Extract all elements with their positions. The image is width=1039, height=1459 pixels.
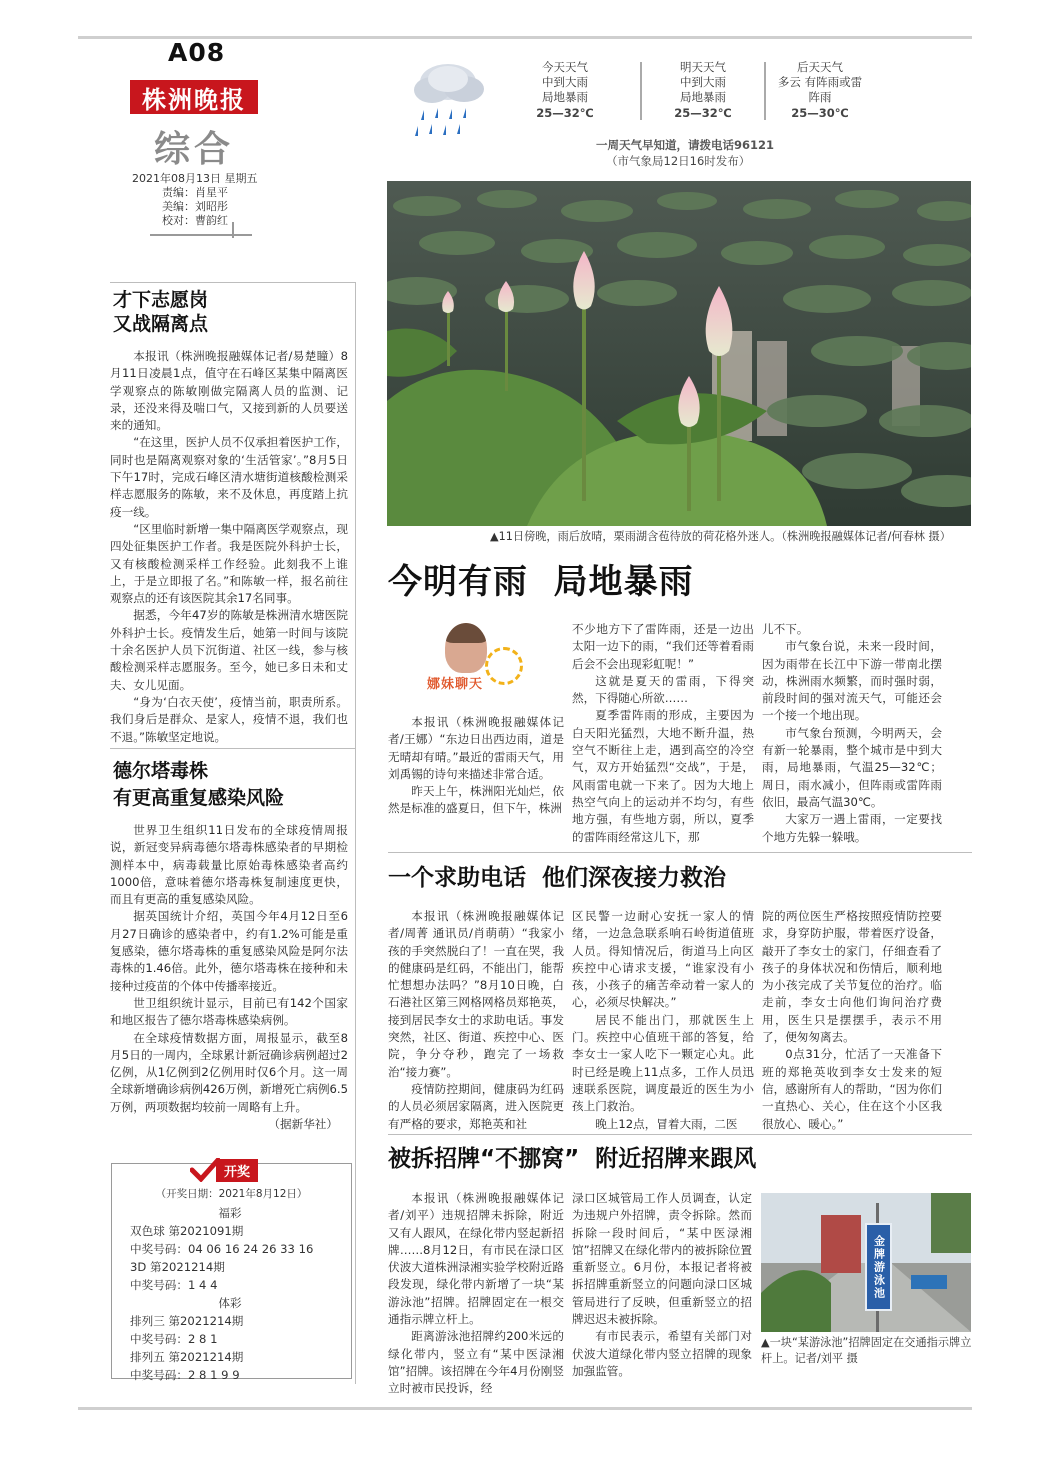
- rain-cloud-icon: [402, 52, 494, 144]
- article5-paragraph: 有市民表示，希望有关部门对伏波大道绿化带内竖立招牌的现象加强监管。: [572, 1329, 752, 1378]
- article3-paragraph: 不少地方下了雷阵雨，还是一边出太阳一边下的雨，“我们还等着看雨后会不会出现彩虹呢！”: [572, 622, 754, 671]
- article1-paragraph: “在这里，医护人员不仅承担着医护工作，同时也是隔离观察对象的‘生活管家’。”8月5日下午17时，完成石峰区清水塘街道核酸检测采样志愿服务的陈敏，来不及休息，再度踏上抗疫一线。: [110, 435, 348, 519]
- article5-paragraph: 本报讯（株洲晚报融媒体记者/刘平）违规招牌未拆除，附近又有人跟风，在绿化带内竖起新招牌……8月12日，有市民在渌口区伏波大道株洲渌湘实验学校附近路段发现，绿化带内新增了一块“某游泳池”招牌。招牌固定在一根交通指示牌立杆上。: [388, 1191, 564, 1327]
- lottery-line: 中奖号码：04 06 16 24 26 33 16: [130, 1242, 314, 1256]
- weather-day-after: [760, 60, 880, 121]
- masthead-rule: [150, 234, 252, 236]
- issue-date: 2021年08月13日 星期五: [132, 172, 258, 185]
- bottom-rule: [78, 1407, 972, 1410]
- lottery-line: 双色球 第2021091期: [130, 1224, 244, 1238]
- header-meta: [132, 172, 272, 228]
- proofreader-credit: 校对：曹韵红: [162, 214, 228, 227]
- weather-today-line2: 局地暴雨: [542, 90, 588, 104]
- article2-paragraph: 世卫组织统计显示，目前已有142个国家和地区报告了德尔塔毒株感染病例。: [110, 995, 348, 1028]
- article2-body: [110, 822, 348, 1133]
- article5-col2: [572, 1190, 752, 1380]
- article2-paragraph: 在全球疫情数据方面，周报显示，截至8月5日的一周内，全球累计新冠确诊病例超过2亿例，从1亿例到2亿例用时仅6个月。这一周全球新增确诊病例426万例，新增死亡病例6.5万例，两项数据均较前一周略有上升。: [110, 1030, 348, 1114]
- weather-tomorrow-line1: 中到大雨: [680, 75, 726, 89]
- paper-logo-text: 株洲晚报: [142, 84, 246, 114]
- lottery-line: 中奖号码：1 4 4: [130, 1278, 218, 1292]
- article3-paragraph: 儿不下。: [762, 622, 809, 636]
- editor-credit: 责编：肖星平: [162, 186, 228, 199]
- article4-paragraph: 0点31分，忙活了一天准备下班的郑艳英收到李女士发来的短信，感谢所有人的帮助，“因为你们一直热心、关心，住在这个小区我很放心、暖心。”: [762, 1047, 942, 1131]
- article4-col1: [388, 908, 564, 1133]
- article3-paragraph: 这就是夏天的雷雨，下得突然，下得随心所欲……: [572, 673, 754, 706]
- lottery-line: 排列三 第2021214期: [130, 1314, 244, 1328]
- article2-title-line1: 德尔塔毒株: [113, 760, 209, 782]
- lottery-list: [130, 1204, 350, 1384]
- section-title: 综合: [154, 128, 235, 170]
- article3-col2: [572, 621, 754, 846]
- column-logo: [423, 623, 523, 705]
- weather-day-after-temp: 25—30℃: [791, 106, 849, 120]
- lottery-line: 3D 第2021214期: [130, 1260, 225, 1274]
- weather-today: [510, 60, 620, 121]
- article5-col1: [388, 1190, 564, 1398]
- left-column-rule-top: [110, 282, 355, 283]
- article3-col1: [388, 714, 564, 818]
- left-column-rule-right: [355, 282, 356, 1384]
- lottery-title: 开奖: [216, 1159, 258, 1182]
- lottery-date: （开奖日期：2021年8月12日）: [155, 1188, 308, 1200]
- weather-today-temp: 25—32℃: [536, 106, 594, 120]
- weather-tomorrow: [648, 60, 758, 121]
- lottery-line: 中奖号码：2 8 1: [130, 1332, 218, 1346]
- masthead-rule-short: [232, 222, 234, 238]
- weather-day-after-line2: 阵雨: [808, 90, 832, 104]
- article4-title: 一个求助电话 他们深夜接力救治: [388, 865, 727, 891]
- article1-paragraph: 本报讯（株洲晚报融媒体记者/易楚瞳）8月11日凌晨1点，值守在石峰区某集中隔离医学观察点的陈敏刚做完隔离人员的监测、记录，还没来得及喘口气，又接到新的人员要送来的通知。: [110, 349, 348, 433]
- column-logo-text: 娜妹聊天: [427, 677, 484, 692]
- weather-tomorrow-label: 明天天气: [680, 60, 726, 74]
- lottery-line: 排列五 第2021214期: [130, 1350, 244, 1364]
- article4-paragraph: 区民警一边耐心安抚一家人的情绪，一边急急联系响石岭街道值班人员。得知情况后，街道马上向区疾控中心请求支援，“谁家没有小孩，小孩子的痛苦牵动着一家人的心，必须尽快解决。”: [572, 909, 754, 1010]
- weather-source: （市气象局12日16时发布）: [606, 154, 751, 168]
- weather-tomorrow-line2: 局地暴雨: [680, 90, 726, 104]
- section-rule-2: [388, 1134, 972, 1135]
- columnist-avatar: [445, 623, 487, 673]
- article1-title: [113, 288, 208, 336]
- article5-title: 被拆招牌“不挪窝” 附近招牌来跟风: [388, 1146, 757, 1172]
- weather-day-after-line1: 多云 有阵雨或雷: [777, 75, 863, 89]
- article2-source: （据新华社）: [268, 1117, 338, 1132]
- weather-today-line1: 中到大雨: [542, 75, 588, 89]
- article4-paragraph: 院的两位医生严格按照疫情防控要求，身穿防护服，带着医疗设备，敲开了李女士的家门，仔细查看了孩子的身体状况和伤情后，顺利地为小孩完成了关节复位的治疗。临走前，李女士向他们询问治疗费用，医生只是摆摆手，表示不用了，便匆匆离去。: [762, 909, 942, 1045]
- article4-paragraph: 本报讯（株洲晚报融媒体记者/周菁 通讯员/肖萌萌）“我家小孩的手突然脱臼了！一直在哭，我的健康码是红码，不能出门，能帮忙想想办法吗？”8月10日晚，白石港社区第三网格网格员郑艳英，接到居民李女士的求助电话。事发突然，社区、街道、疾控中心、医院，争分夺秒，跑完了一场救治“接力赛”。: [388, 909, 564, 1079]
- article3-paragraph: 市气象台说，未来一段时间，因为雨带在长江中下游一带南北摆动，株洲雨水频繁，而时强时弱，前段时间的强对流天气，可能还会一个接一个地出现。: [762, 639, 942, 723]
- sun-icon: [485, 647, 523, 685]
- article1-body: [110, 348, 348, 746]
- signboard-photo: [761, 1193, 971, 1332]
- article3-paragraph: 本报讯（株洲晚报融媒体记者/王娜）“东边日出西边雨，道是无晴却有晴。”最近的雷雨天气，用刘禹锡的诗句来描述非常合适。: [388, 715, 564, 781]
- article1-paragraph: “身为‘白衣天使’，疫情当前，职责所系。我们身后是群众、是家人，疫情不退，我们也不退。”陈敏坚定地说。: [110, 694, 348, 744]
- article3-paragraph: 大家万一遇上雷雨，一定要找个地方先躲一躲哦。: [762, 812, 942, 844]
- pool-sign-text: 金牌游泳池: [872, 1234, 886, 1300]
- article2-title-line2: 有更高重复感染风险: [113, 787, 285, 809]
- article3-col3: [762, 621, 942, 846]
- welfare-heading: 福彩: [218, 1206, 242, 1220]
- article2-title: [113, 758, 284, 812]
- lottery-header: [190, 1158, 258, 1182]
- article3-paragraph: 昨天上午，株洲阳光灿烂，依然是标准的盛夏日，但下午，株洲: [388, 784, 564, 816]
- paper-logo: [130, 80, 258, 114]
- weather-tomorrow-temp: 25—32℃: [674, 106, 732, 120]
- sports-heading: 体彩: [218, 1296, 242, 1310]
- article2-paragraph: 据英国统计介绍，英国今年4月12日至6月27日确诊的感染者中，约有1.2%可能是重复感染，德尔塔毒株的重复感染风险是阿尔法毒株的1.46倍。此外，德尔塔毒株在接种和未接种过疫苗的个体中传播率接近。: [110, 909, 348, 993]
- article4-col2: [572, 908, 754, 1133]
- page-number: A08: [168, 38, 226, 67]
- article1-title-line2: 又战隔离点: [113, 313, 209, 335]
- designer-credit: 美编：刘昭彤: [162, 200, 228, 213]
- article4-paragraph: 晚上12点，冒着大雨，二医: [595, 1116, 738, 1131]
- article4-col3: [762, 908, 942, 1133]
- section-rule-1: [388, 852, 972, 853]
- article1-paragraph: 据悉，今年47岁的陈敏是株洲清水塘医院外科护士长。疫情发生后，她第一时间与该院十余名医护人员下沉街道、社区一线，参与核酸检测采样志愿服务。至今，她已多日未和丈夫、女儿见面。: [110, 608, 348, 692]
- photo-caption: ▲11日傍晚，雨后放晴，栗雨湖含苞待放的荷花格外迷人。（株洲晚报融媒体记者/何春林 摄）: [490, 530, 951, 543]
- weather-hotline: 一周天气早知道，请拨电话96121: [596, 138, 775, 152]
- article3-paragraph: 夏季雷阵雨的形成，主要因为白天阳光猛烈，大地不断升温，热空气不断往上走，遇到高空的冷空气，双方开始猛烈“交战”，于是，风雨雷电就一下来了。因为大地上热空气向上的运动并不均匀，有些地方强，有些地方弱，所以，夏季的雷阵雨经常这儿下，那: [572, 708, 754, 844]
- left-column-rule-mid: [110, 748, 355, 749]
- article5-paragraph: 距离游泳池招牌约200米远的绿化带内，竖立有“某中医渌湘馆”招牌。该招牌在今年4月份刚竖立时被市民投诉，经: [388, 1329, 564, 1396]
- article5-paragraph: 渌口区城管局工作人员调查，认定为违规户外招牌，责令拆除。然而拆除一段时间后，“某中医渌湘馆”招牌又在绿化带内的被拆除位置重新竖立。6月份，本报记者将被拆招牌重新竖立的问题向渌口区城管局进行了反映，但重新竖立的招牌迟迟未被拆除。: [572, 1191, 752, 1327]
- lottery-box: [111, 1163, 352, 1382]
- weather-day-after-label: 后天天气: [797, 60, 843, 74]
- article3-paragraph: 市气象台预测，今明两天，会有新一轮暴雨，整个城市是中到大雨，局地暴雨，气温25—32℃；周日，雨水减小，但阵雨或雷阵雨依旧，最高气温30℃。: [762, 725, 942, 809]
- weather-today-label: 今天天气: [542, 60, 588, 74]
- signboard-caption: ▲一块“某游泳池”招牌固定在交通指示牌立杆上。记者/刘平 摄: [761, 1336, 972, 1365]
- article2-paragraph: 世界卫生组织11日发布的全球疫情周报说，新冠变异病毒德尔塔毒株感染者的早期检测样本中，病毒载量比原始毒株感染者高约1000倍，意味着德尔塔毒株复制速度更快，而且有更高的重复感染风险。: [110, 823, 348, 907]
- article3-title: 今明有雨 局地暴雨: [388, 562, 694, 602]
- weather-divider-1: [640, 62, 642, 120]
- pool-sign: [865, 1223, 892, 1311]
- lotus-photo: [387, 181, 971, 526]
- article1-paragraph: “区里临时新增一集中隔离医学观察点，现四处征集医护工作者。我是医院外科护士长，又有核酸检测采样工作经验。此刻我不上谁上，于是立即报了名。”和陈敏一样，报名前往观察点的还有该医院其余17名同事。: [110, 521, 348, 606]
- article1-title-line1: 才下志愿岗: [113, 289, 209, 311]
- lottery-line: 中奖号码：2 8 1 9 9: [130, 1368, 240, 1382]
- article4-paragraph: 疫情防控期间，健康码为红码的人员必须居家隔离，进入医院更有严格的要求，郑艳英和社: [388, 1081, 564, 1131]
- article4-paragraph: 居民不能出门，那就医生上门。疾控中心值班干部的答复，给李女士一家人吃下一颗定心丸。此时已经是晚上11点多，工作人员迅速联系医院，调度最近的医生为小孩上门救治。: [572, 1012, 754, 1114]
